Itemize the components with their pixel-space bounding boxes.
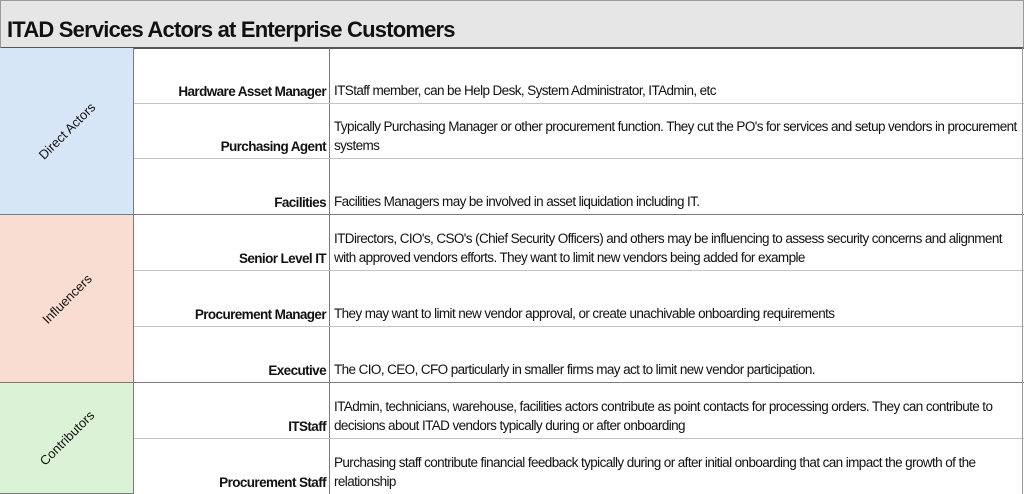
actor-cell: Procurement Staff — [134, 439, 330, 494]
table-row — [134, 159, 1024, 215]
description-cell — [334, 327, 1022, 382]
description-text: ITStaff member, can be Help Desk, System Administrator, ITAdmin, etc — [334, 83, 716, 98]
actor-cell: Executive — [134, 327, 330, 382]
description-text: They may want to limit new vendor approval, or create unachivable onboarding requirements — [334, 306, 835, 321]
table-row — [134, 104, 1024, 159]
table-right-border — [1022, 48, 1023, 494]
actor-cell: Hardware Asset Manager — [134, 48, 330, 103]
group-label-contributors: Contributors — [36, 407, 97, 469]
actor-cell: Purchasing Agent — [134, 104, 330, 158]
description-text: The CIO, CEO, CFO particularly in smaller firms may act to limit new vendor participation. — [334, 362, 815, 377]
actor-cell: Senior Level IT — [134, 215, 330, 270]
group-influencers — [0, 215, 134, 383]
description-text: Facilities Managers may be involved in asset liquidation including IT. — [334, 194, 700, 209]
description-cell — [334, 383, 1022, 438]
description-cell — [334, 271, 1022, 326]
actor-cell: Facilities — [134, 159, 330, 214]
table-row — [134, 439, 1024, 494]
description-text: Purchasing staff contribute financial feedback typically during or after initial onboarding that can impact the growth of the relationship — [334, 455, 976, 489]
group-label-influencers: Influencers — [38, 270, 95, 327]
table-row — [134, 383, 1024, 439]
description-text: Typically Purchasing Manager or other procurement function. They cut the PO's for services and setup vendors in procurement systems — [334, 119, 1017, 153]
table-row — [134, 327, 1024, 383]
description-cell — [334, 159, 1022, 214]
description-text: ITAdmin, technicians, warehouse, facilities actors contribute as point contacts for processing orders. They can contribute to decisions about ITAD vendors typically during or after onboarding — [334, 399, 993, 433]
group-contributors — [0, 383, 134, 494]
description-cell — [334, 48, 1022, 103]
actors-grid — [0, 48, 1024, 494]
description-cell — [334, 104, 1022, 158]
table-row — [134, 215, 1024, 271]
group-label-direct-actors: Direct Actors — [35, 99, 98, 163]
group-direct-actors — [0, 48, 134, 215]
table-row — [134, 271, 1024, 327]
table-row — [134, 48, 1024, 104]
actor-cell: ITStaff — [134, 383, 330, 438]
description-cell — [334, 215, 1022, 270]
description-text: ITDirectors, CIO's, CSO's (Chief Security Officers) and others may be influencing to assess security concerns and alignment with approved vendors efforts. They want to limit new vendors being added for example — [334, 231, 1002, 265]
page-title: ITAD Services Actors at Enterprise Customers — [7, 17, 455, 42]
actor-cell: Procurement Manager — [134, 271, 330, 326]
title-bar — [0, 0, 1024, 49]
description-cell — [334, 439, 1022, 494]
